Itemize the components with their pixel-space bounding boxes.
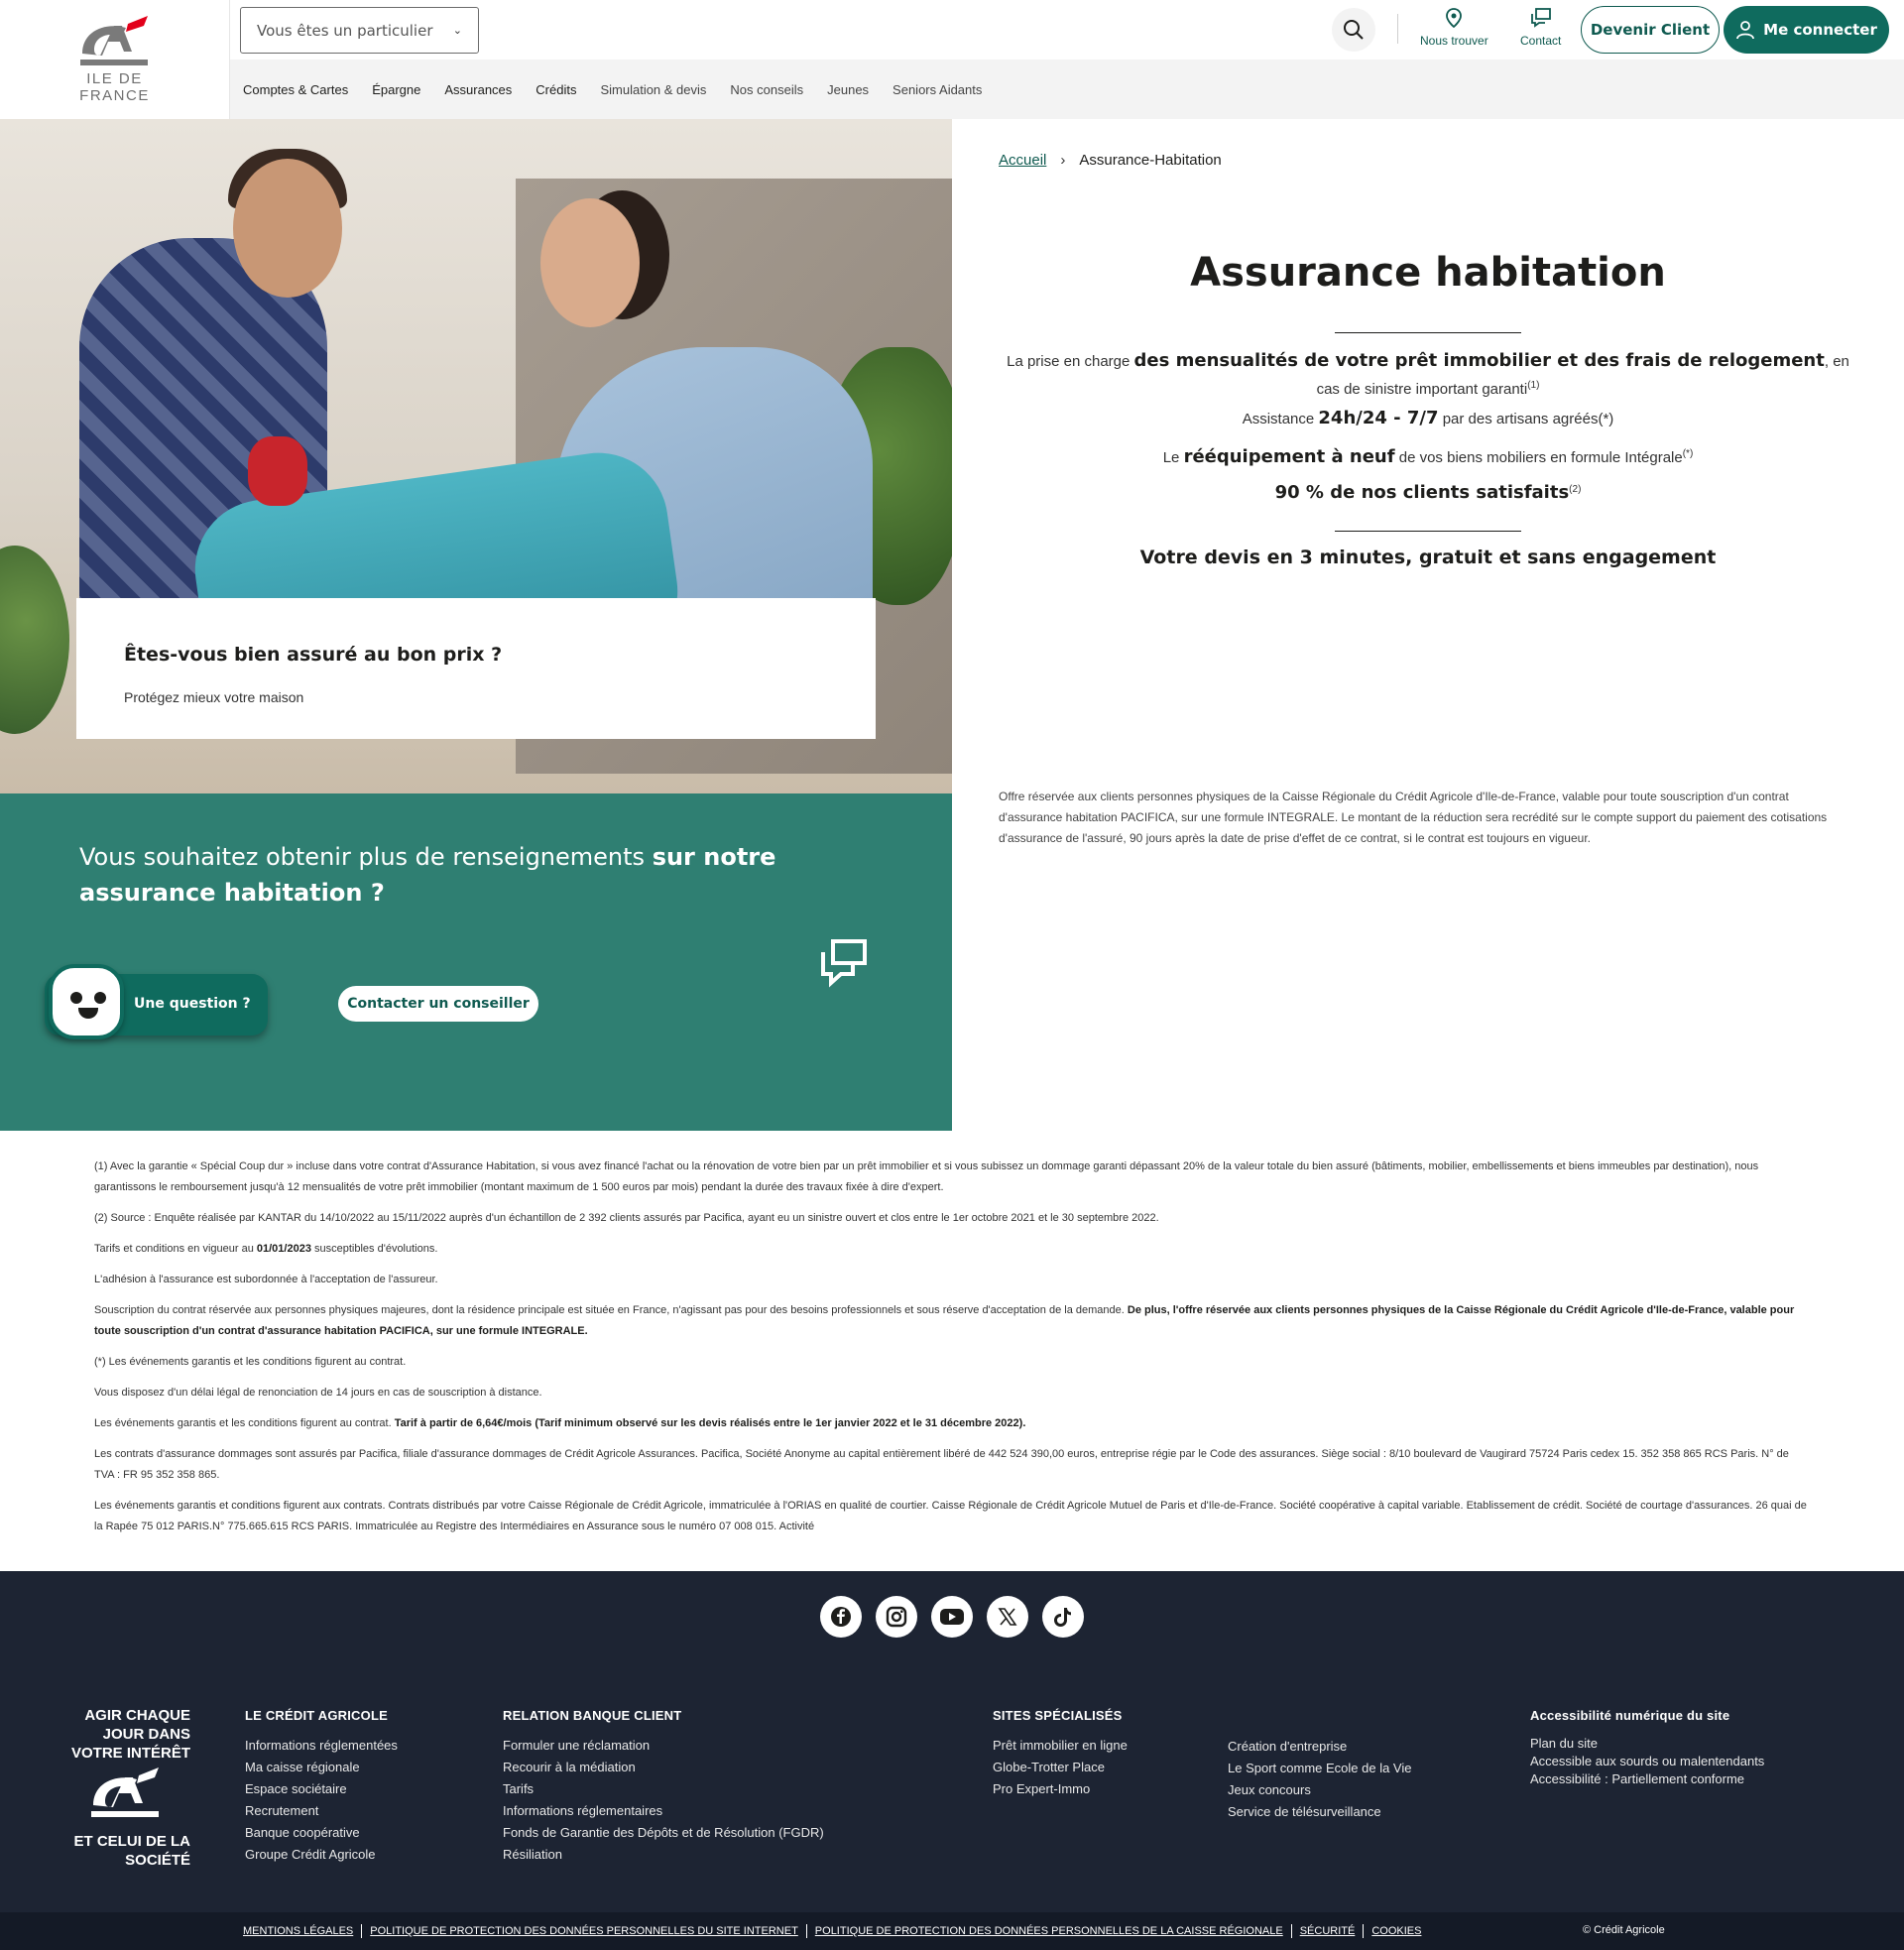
footer-col-relation-client <box>503 1708 824 1866</box>
site-footer <box>0 1571 1904 1950</box>
contact-advisor-button[interactable]: Contacter un conseiller <box>338 986 538 1022</box>
note-10: Les événements garantis et conditions figurent aux contrats. Contrats distribués par votre Caisse Régionale de Crédit Agricole, immatriculée à l'ORIAS en qualité de courtier. Caisse Régionale de Crédit Agricole Mutuel de Paris et d'Ile-de-France. Société coopérative à capital variable. Etablissement de crédit. Société de courtage d'assurances. 26 quai de la Rapée 75 012 PARIS.N° 775.665.615 RCS PARIS. Immatriculée au Registre des Intermédiaires en Assurance sous le numéro 07 008 015. Activité <box>94 1500 1807 1532</box>
legal-links <box>243 1924 1421 1938</box>
hero-card-title: Êtes-vous bien assuré au bon prix ? <box>124 644 503 666</box>
chevron-down-icon: ⌄ <box>452 24 462 37</box>
copyright: © Crédit Agricole <box>1583 1924 1665 1936</box>
breadcrumb <box>999 152 1222 169</box>
feature-assistance: Assistance 24h/24 - 7/7 par des artisans agréés(*) <box>1242 408 1614 428</box>
footer-link[interactable]: Pro Expert-Immo <box>993 1781 1091 1796</box>
chatbot-avatar-icon <box>49 964 124 1039</box>
note-1: (1) Avec la garantie « Spécial Coup dur » incluse dans votre contrat d'Assurance Habitation, si vous avez financé l'achat ou la rénovation de votre bien par un prêt immobilier et si vous subissez un dommage garanti dépassant 20% de la valeur totale du bien assuré (bâtiments, mobilier, embellissements et biens immeubles par destination), nous garantissons le remboursement jusqu'à 12 mensualités de votre prêt immobilier (montant maximum de 1 500 euros par mois) pendant la durée des travaux fixée à dire d'expert. <box>94 1160 1759 1193</box>
footer-link[interactable]: Résiliation <box>503 1847 562 1862</box>
info-panel-title <box>79 839 833 911</box>
devis-divider <box>1335 531 1521 532</box>
contact-link[interactable] <box>1520 8 1561 48</box>
footer-link[interactable]: Banque coopérative <box>245 1825 360 1840</box>
note-5: Souscription du contrat réservée aux personnes physiques majeures, dont la résidence principale est située en France, n'agissant pas pour des besoins professionnels et sous réserve d'acceptation de la demande. De plus, l'offre réservée aux clients personnes physiques de la Caisse Régionale du Crédit Agricole d'Ile-de-France, valable pour toute souscription d'un contrat d'assurance habitation PACIFICA, sur une formule INTEGRALE. <box>94 1304 1795 1337</box>
legal-link-securite[interactable]: SÉCURITÉ <box>1299 1925 1356 1937</box>
footer-link[interactable]: Groupe Crédit Agricole <box>245 1847 376 1862</box>
footer-col-sites-specialises-2 <box>1228 1736 1411 1823</box>
page-title: Assurance habitation <box>1190 250 1666 296</box>
nav-item-credits[interactable]: Crédits <box>536 81 577 97</box>
profile-select-value: Vous êtes un particulier <box>257 21 433 40</box>
chat-icon <box>1530 8 1552 28</box>
info-panel-title-regular: Vous souhaitez obtenir plus de renseignements <box>79 843 646 871</box>
footer-link[interactable]: Recourir à la médiation <box>503 1760 636 1774</box>
breadcrumb-separator: › <box>1060 152 1066 169</box>
footer-link[interactable]: Espace sociétaire <box>245 1781 347 1796</box>
hero-card <box>76 598 876 739</box>
map-pin-icon <box>1446 8 1462 28</box>
breadcrumb-home-link[interactable]: Accueil <box>999 152 1047 169</box>
tiktok-icon[interactable] <box>1042 1596 1084 1638</box>
nav-item-jeunes[interactable]: Jeunes <box>827 81 870 97</box>
note-9: Les contrats d'assurance dommages sont assurés par Pacifica, filiale d'assurance dommages de Crédit Agricole Assurances. Pacifica, Société Anonyme au capital entièrement libéré de 442 524 390,00 euros, entreprise régie par le Code des assurances. Siège social : 8/10 boulevard de Vaugirard 75724 Paris cedex 15. 352 358 865 RCS Paris. N° de TVA : FR 95 352 358 865. <box>94 1448 1789 1481</box>
nav-item-simulation-devis[interactable]: Simulation & devis <box>600 81 707 97</box>
legal-notes <box>94 1157 1810 1547</box>
x-icon[interactable] <box>987 1596 1028 1638</box>
footer-link[interactable]: Formuler une réclamation <box>503 1738 651 1753</box>
facebook-icon[interactable] <box>820 1596 862 1638</box>
chatbot-button[interactable] <box>45 974 268 1036</box>
become-client-button[interactable]: Devenir Client <box>1581 6 1720 54</box>
note-4: L'adhésion à l'assurance est subordonnée à l'acceptation de l'assureur. <box>94 1274 438 1285</box>
devis-headline: Votre devis en 3 minutes, gratuit et sans engagement <box>1139 547 1717 568</box>
nav-item-assurances[interactable]: Assurances <box>444 81 513 97</box>
login-label: Me connecter <box>1763 21 1877 39</box>
chat-bubbles-icon <box>819 938 869 992</box>
chatbot-label: Une question ? <box>134 996 251 1012</box>
footer-link[interactable]: Prêt immobilier en ligne <box>993 1738 1128 1753</box>
footer-link[interactable]: Tarifs <box>503 1781 535 1796</box>
footer-col-title: Accessibilité numérique du site <box>1530 1708 1730 1723</box>
find-agency-link[interactable] <box>1420 8 1488 48</box>
footer-link[interactable]: Service de télésurveillance <box>1228 1804 1381 1819</box>
nav-item-seniors-aidants[interactable]: Seniors Aidants <box>892 81 983 97</box>
youtube-icon[interactable] <box>931 1596 973 1638</box>
find-agency-label: Nous trouver <box>1420 34 1488 48</box>
breadcrumb-current: Assurance-Habitation <box>1079 152 1222 169</box>
logo-region-line2: FRANCE <box>79 87 150 104</box>
note-6: (*) Les événements garantis et les conditions figurent au contrat. <box>94 1356 407 1368</box>
note-3: Tarifs et conditions en vigueur au 01/01/2023 susceptibles d'évolutions. <box>94 1243 438 1255</box>
footer-link[interactable]: Jeux concours <box>1228 1782 1311 1797</box>
nav-item-nos-conseils[interactable]: Nos conseils <box>730 81 804 97</box>
ca-logo-icon <box>74 14 156 69</box>
footer-col-accessibilite <box>1530 1708 1764 1788</box>
title-divider <box>1335 332 1521 333</box>
note-7: Vous disposez d'un délai légal de renonciation de 14 jours en cas de souscription à distance. <box>94 1387 542 1399</box>
footer-col-title: RELATION BANQUE CLIENT <box>503 1708 682 1723</box>
header-divider <box>1397 14 1398 44</box>
footer-link[interactable]: Fonds de Garantie des Dépôts et de Résolution (FGDR) <box>503 1825 824 1840</box>
profile-select[interactable] <box>240 7 479 54</box>
note-8: Les événements garantis et les conditions figurent au contrat. Tarif à partir de 6,64€/mois (Tarif minimum observé sur les devis réalisés entre le 1er janvier 2022 et le 31 décembre 2022). <box>94 1417 1026 1429</box>
legal-link-mentions[interactable]: MENTIONS LÉGALES <box>243 1925 354 1937</box>
user-icon <box>1735 20 1755 40</box>
footer-link[interactable]: Plan du site <box>1530 1736 1598 1751</box>
nav-item-epargne[interactable]: Épargne <box>372 81 421 97</box>
footer-col-credit-agricole <box>245 1708 398 1866</box>
footer-link[interactable]: Accessible aux sourds ou malentendants <box>1530 1754 1765 1768</box>
info-panel <box>0 793 952 1131</box>
note-2: (2) Source : Enquête réalisée par KANTAR du 14/10/2022 au 15/11/2022 auprès d'un échantillon de 2 392 clients assurés par Pacifica, ayant eu un sinistre ouvert et clos entre le 1er octobre 2021 et le 30 septembre 2022. <box>94 1212 1159 1224</box>
ca-logo[interactable] <box>0 0 230 119</box>
search-icon <box>1343 19 1365 41</box>
legal-link-privacy-site[interactable]: POLITIQUE DE PROTECTION DES DONNÉES PERSONNELLES DU SITE INTERNET <box>370 1925 798 1937</box>
ca-footer-logo-icon <box>83 1766 169 1821</box>
hero-card-text: Protégez mieux votre maison <box>124 689 304 705</box>
site-header <box>0 0 1904 119</box>
footer-slogan-top: AGIR CHAQUE JOUR DANS VOTRE INTÉRÊT <box>70 1707 190 1762</box>
footer-link[interactable]: Le Sport comme Ecole de la Vie <box>1228 1761 1412 1775</box>
footer-link[interactable]: Ma caisse régionale <box>245 1760 360 1774</box>
instagram-icon[interactable] <box>876 1596 917 1638</box>
footer-slogan-bottom: ET CELUI DE LA SOCIÉTÉ <box>73 1833 190 1869</box>
feature-relogement: La prise en charge des mensualités de votre prêt immobilier et des frais de relogement, en cas de sinistre important garanti$^{(1)}$ <box>1007 350 1849 398</box>
footer-link[interactable]: Création d'entreprise <box>1228 1739 1348 1754</box>
legal-link-privacy-caisse[interactable]: POLITIQUE DE PROTECTION DES DONNÉES PERSONNELLES DE LA CAISSE RÉGIONALE <box>814 1925 1283 1937</box>
footer-col-title: SITES SPÉCIALISÉS <box>993 1708 1123 1723</box>
footer-col-title: LE CRÉDIT AGRICOLE <box>245 1708 388 1723</box>
footer-link[interactable]: Recrutement <box>245 1803 319 1818</box>
legal-link-cookies[interactable]: COOKIES <box>1371 1925 1422 1937</box>
info-panel-title-bold: sur notre assurance habitation ? <box>79 843 776 907</box>
contact-label: Contact <box>1520 34 1562 48</box>
footer-link[interactable]: Accessibilité : Partiellement conforme <box>1530 1771 1745 1786</box>
feature-satisfaction: 90 % de nos clients satisfaits$^{(2)}$ <box>1274 482 1582 503</box>
legal-bar <box>0 1912 1904 1950</box>
search-button[interactable] <box>1332 8 1375 52</box>
nav-item-comptes-cartes[interactable]: Comptes & Cartes <box>243 81 349 97</box>
footer-link[interactable]: Informations réglementaires <box>503 1803 663 1818</box>
login-button[interactable] <box>1724 6 1889 54</box>
logo-region-line1: ILE DE <box>86 70 143 87</box>
feature-reequipement: Le rééquipement à neuf de vos biens mobiliers en formule Intégrale(*) <box>1162 446 1694 467</box>
footer-col-sites-specialises <box>993 1708 1128 1800</box>
main-nav <box>230 60 1904 119</box>
footer-link[interactable]: Globe-Trotter Place <box>993 1760 1105 1774</box>
offer-note: Offre réservée aux clients personnes physiques de la Caisse Régionale du Crédit Agricole d'Ile-de-France, valable pour toute souscription d'un contrat d'assurance habitation PACIFICA, sur une formule INTEGRALE. Le montant de la réduction sera recrédité sur le compte support du paiement des cotisations d'assurance de l'assuré, 90 jours après la date de prise d'effet de ce contrat, si le contrat est toujours en vigueur. <box>999 790 1828 845</box>
footer-link[interactable]: Informations réglementées <box>245 1738 398 1753</box>
